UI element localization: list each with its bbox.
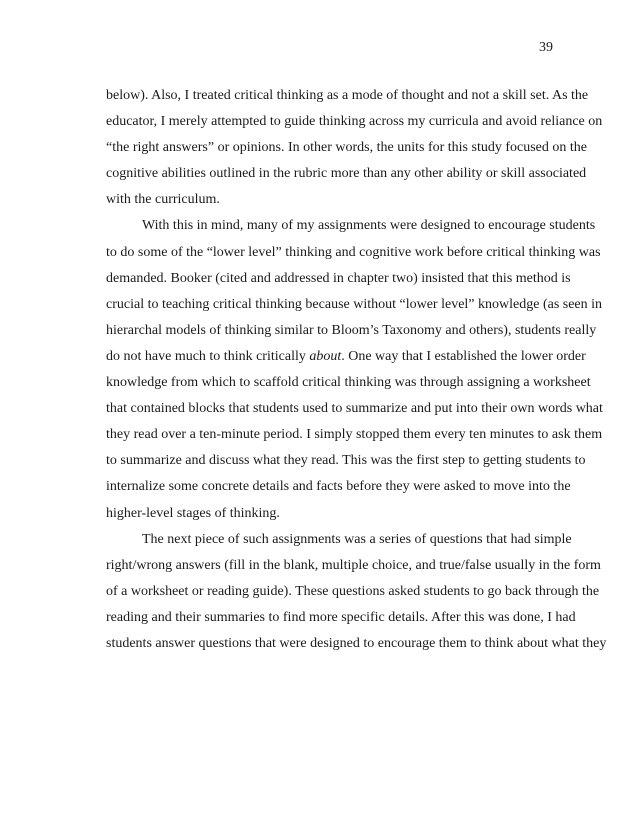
text-line-content: they read over a ten-minute period. I simply stopped them every ten minutes to ask them — [106, 427, 603, 443]
text-line — [106, 501, 538, 527]
text-line — [106, 135, 587, 161]
text-line-continuation: . One way that I established the lower order — [341, 348, 586, 364]
text-line — [106, 109, 603, 135]
text-line-content: cognitive abilities outlined in the rubric more than any other ability or skill associated — [106, 166, 587, 182]
text-line-content: with the curriculum. — [106, 192, 220, 208]
text-line-content: reading and their summaries to find more specific details. After this was done, I had — [106, 609, 576, 625]
text-line — [106, 422, 603, 448]
text-line — [106, 370, 591, 396]
text-line-content: “the right answers” or opinions. In other words, the units for this study focused on the — [106, 140, 587, 156]
text-line — [106, 161, 587, 187]
text-line — [106, 344, 586, 370]
text-line-content: knowledge from which to scaffold critical thinking was through assigning a worksheet — [106, 375, 591, 391]
text-line-content: to summarize and discuss what they read. This was the first step to getting students to — [106, 453, 586, 469]
text-line — [106, 187, 538, 213]
text-line-content: educator, I merely attempted to guide thinking across my curricula and avoid reliance on — [106, 114, 603, 130]
text-line — [106, 318, 597, 344]
text-line — [106, 396, 603, 422]
text-line — [106, 605, 576, 631]
text-line — [106, 579, 600, 605]
text-line-content: crucial to teaching critical thinking because without “lower level” knowledge (as seen in — [106, 296, 603, 312]
text-line — [106, 213, 596, 239]
text-line-content: internalize some concrete details and facts before they were asked to move into the — [106, 479, 571, 495]
text-line-content: higher-level stages of thinking. — [106, 505, 280, 521]
text-line — [106, 240, 601, 266]
text-line-content: The next piece of such assignments was a series of questions that had simple — [142, 531, 572, 547]
text-line — [106, 527, 572, 553]
text-line-content: demanded. Booker (cited and addressed in chapter two) insisted that this method is — [106, 270, 571, 286]
body-text — [106, 83, 607, 657]
text-line — [106, 553, 601, 579]
text-line — [106, 266, 571, 292]
text-line-content: hierarchal models of thinking similar to Bloom’s Taxonomy and others), students really — [106, 322, 597, 338]
text-line-content: that contained blocks that students used to summarize and put into their own words what — [106, 401, 603, 417]
text-line — [106, 83, 589, 109]
text-line-content: With this in mind, many of my assignments were designed to encourage students — [142, 218, 596, 234]
italic-emphasis: about — [309, 348, 342, 364]
text-line-content: below). Also, I treated critical thinking as a mode of thought and not a skill set. As the — [106, 88, 589, 103]
text-line — [106, 631, 607, 657]
text-line-content: right/wrong answers (fill in the blank, multiple choice, and true/false usually in the form — [106, 557, 601, 573]
text-line — [106, 474, 571, 500]
text-line-content: to do some of the “lower level” thinking and cognitive work before critical thinking was — [106, 244, 601, 260]
page-number: 39 — [539, 40, 553, 55]
text-line — [106, 292, 603, 318]
text-line-content: of a worksheet or reading guide). These questions asked students to go back through the — [106, 583, 600, 599]
text-line-content: students answer questions that were designed to encourage them to think about what they — [106, 635, 607, 651]
text-line-content: do not have much to think critically — [106, 348, 310, 364]
text-line — [106, 448, 586, 474]
